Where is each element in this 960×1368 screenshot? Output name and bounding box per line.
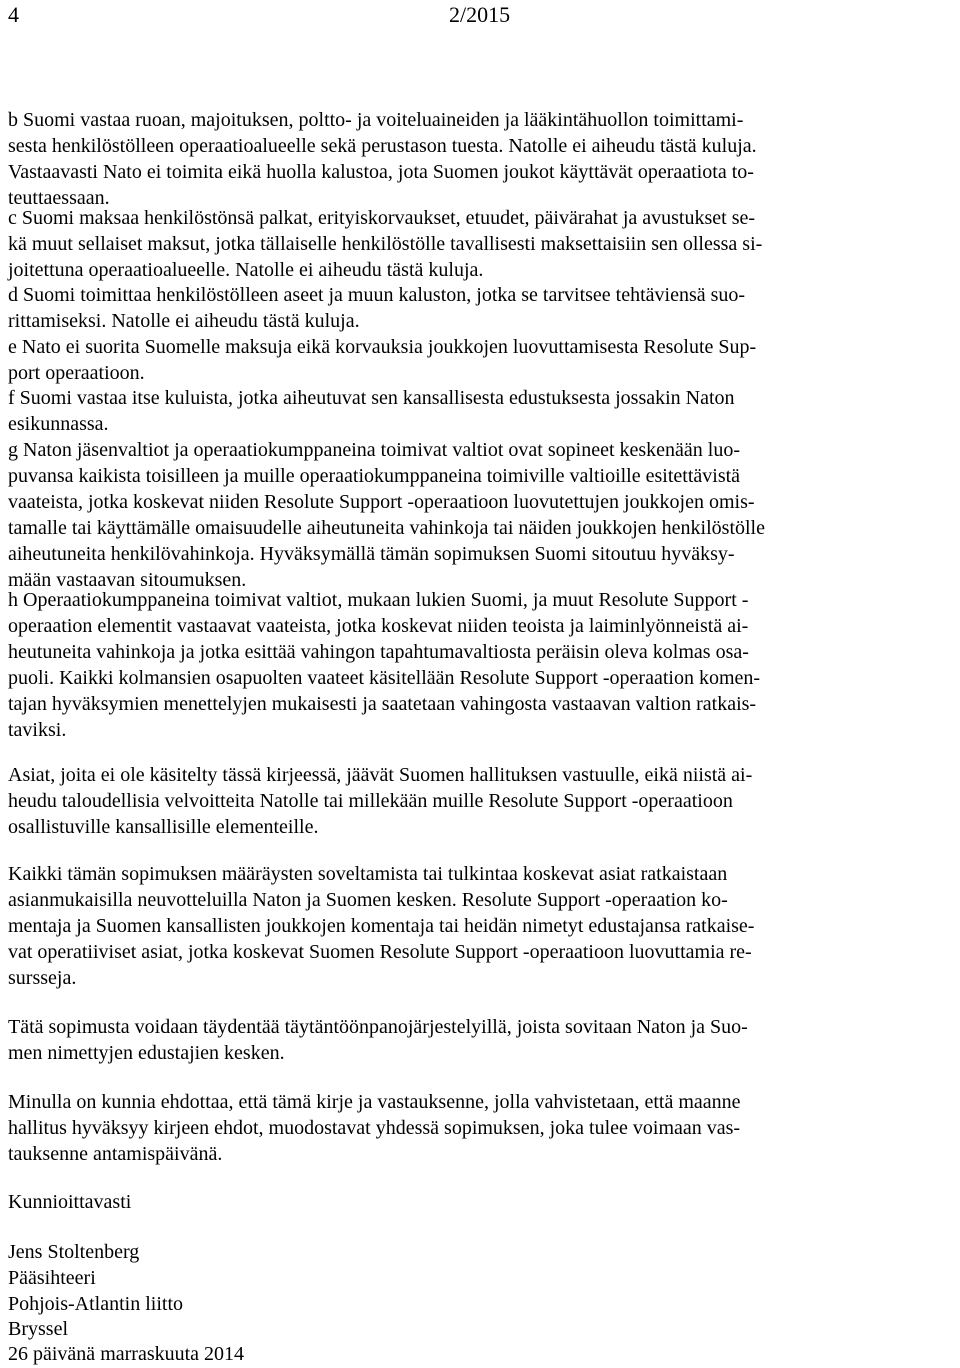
closing-salutation: Kunnioittavasti <box>8 1191 132 1213</box>
signatory-name: Jens Stoltenberg <box>8 1241 140 1263</box>
issue-number: 2/2015 <box>449 2 511 27</box>
clause-g: g Naton jäsenvaltiot ja operaatiokumppaneina toimivat valtiot ovat sopineet keskenään luo- puvansa kaikista toisilleen ja muille operaatiokumppaneina toimiville valtioille esitettävistä vaateista, jotka koskevat niiden Resolute Support -operaatioon luovutettujen joukkojen omis- tamalle tai käyttämälle omaisuudelle aiheutuneita vahinkoja tai näiden joukkojen henkilöstölle aiheutuneita henkilövahinkoja. Hyväksymällä tämän sopimuksen Suomi sitoutuu hyväksy- mään vastaavan sitoumuksen. <box>8 439 765 591</box>
page-header <box>8 2 952 30</box>
signatory-organization: Pohjois-Atlantin liitto <box>8 1293 184 1315</box>
signatory-title: Pääsihteeri <box>8 1267 96 1289</box>
clause-b: b Suomi vastaa ruoan, majoituksen, poltto- ja voiteluaineiden ja lääkintähuollon toimittami- sesta henkilöstölleen operaatioalueelle sekä perustason tuesta. Natolle ei aiheudu tästä kuluja. Vastaavasti Nato ei toimita eikä huolla kalustoa, jota Suomen joukot käyttävät operaatiota to- teuttaessaan. <box>8 109 757 209</box>
paragraph-unaddressed-matters: Asiat, joita ei ole käsitelty tässä kirjeessä, jäävät Suomen hallituksen vastuulle, eikä niistä ai- heudu taloudellisia velvoitteita Natolle tai millekään muille Resolute Support -operaatioon osallistuville kansallisille elementeille. <box>8 764 753 838</box>
clause-c: c Suomi maksaa henkilöstönsä palkat, erityiskorvaukset, etuudet, päivärahat ja avustukset se- kä muut sellaiset maksut, jotka tällaiselle henkilöstölle tavallisesti maksettaisiin sen ollessa si- joitettuna operaatioalueelle. Natolle ei aiheudu tästä kuluja. <box>8 207 763 281</box>
clause-d: d Suomi toimittaa henkilöstölleen aseet ja muun kaluston, jotka se tarvitsee tehtäviensä suo- rittamiseksi. Natolle ei aiheudu tästä kuluja. <box>8 284 746 332</box>
signing-date: 26 päivänä marraskuuta 2014 <box>8 1343 245 1365</box>
paragraph-dispute-resolution: Kaikki tämän sopimuksen määräysten soveltamista tai tulkintaa koskevat asiat ratkaistaan asianmukaisilla neuvotteluilla Naton ja Suomen kesken. Resolute Support -operaation ko- mentaja ja Suomen kansallisten joukkojen komentaja tai heidän nimetyt edustajansa ratkaise- vat operatiiviset asiat, jotka koskevat Suomen Resolute Support -operaatioon luovuttamia re- sursseja. <box>8 863 755 989</box>
clause-e: e Nato ei suorita Suomelle maksuja eikä korvauksia joukkojen luovuttamisesta Resolute Sup- port operaatioon. <box>8 336 757 384</box>
paragraph-supplement: Tätä sopimusta voidaan täydentää täytäntöönpanojärjestelyillä, joista sovitaan Naton ja Suo- men nimettyjen edustajien kesken. <box>8 1016 748 1064</box>
signing-city: Bryssel <box>8 1318 68 1340</box>
page-number: 4 <box>8 2 19 27</box>
clause-h: h Operaatiokumppaneina toimivat valtiot, mukaan lukien Suomi, ja muut Resolute Support - operaation elementit vastaavat vaateista, jotka koskevat niiden teoista ja laiminlyönneistä ai- heutuneita vahinkoja ja jotka esittää vahingon tapahtumavaltiosta peräisin oleva kolmas osa- puoli. Kaikki kolmansien osapuolten vaateet käsitellään Resolute Support -operaation komen- tajan hyväksymien menettelyjen mukaisesti ja saatetaan vahingosta vastaavan valtion ratkais- taviksi. <box>8 589 761 741</box>
clause-f: f Suomi vastaa itse kuluista, jotka aiheutuvat sen kansallisesta edustuksesta jossakin Naton esikunnassa. <box>8 387 735 435</box>
paragraph-proposal: Minulla on kunnia ehdottaa, että tämä kirje ja vastauksenne, jolla vahvistetaan, että maanne hallitus hyväksyy kirjeen ehdot, muodostavat yhdessä sopimuksen, joka tulee voimaan vas- tauksenne antamispäivänä. <box>8 1091 741 1165</box>
